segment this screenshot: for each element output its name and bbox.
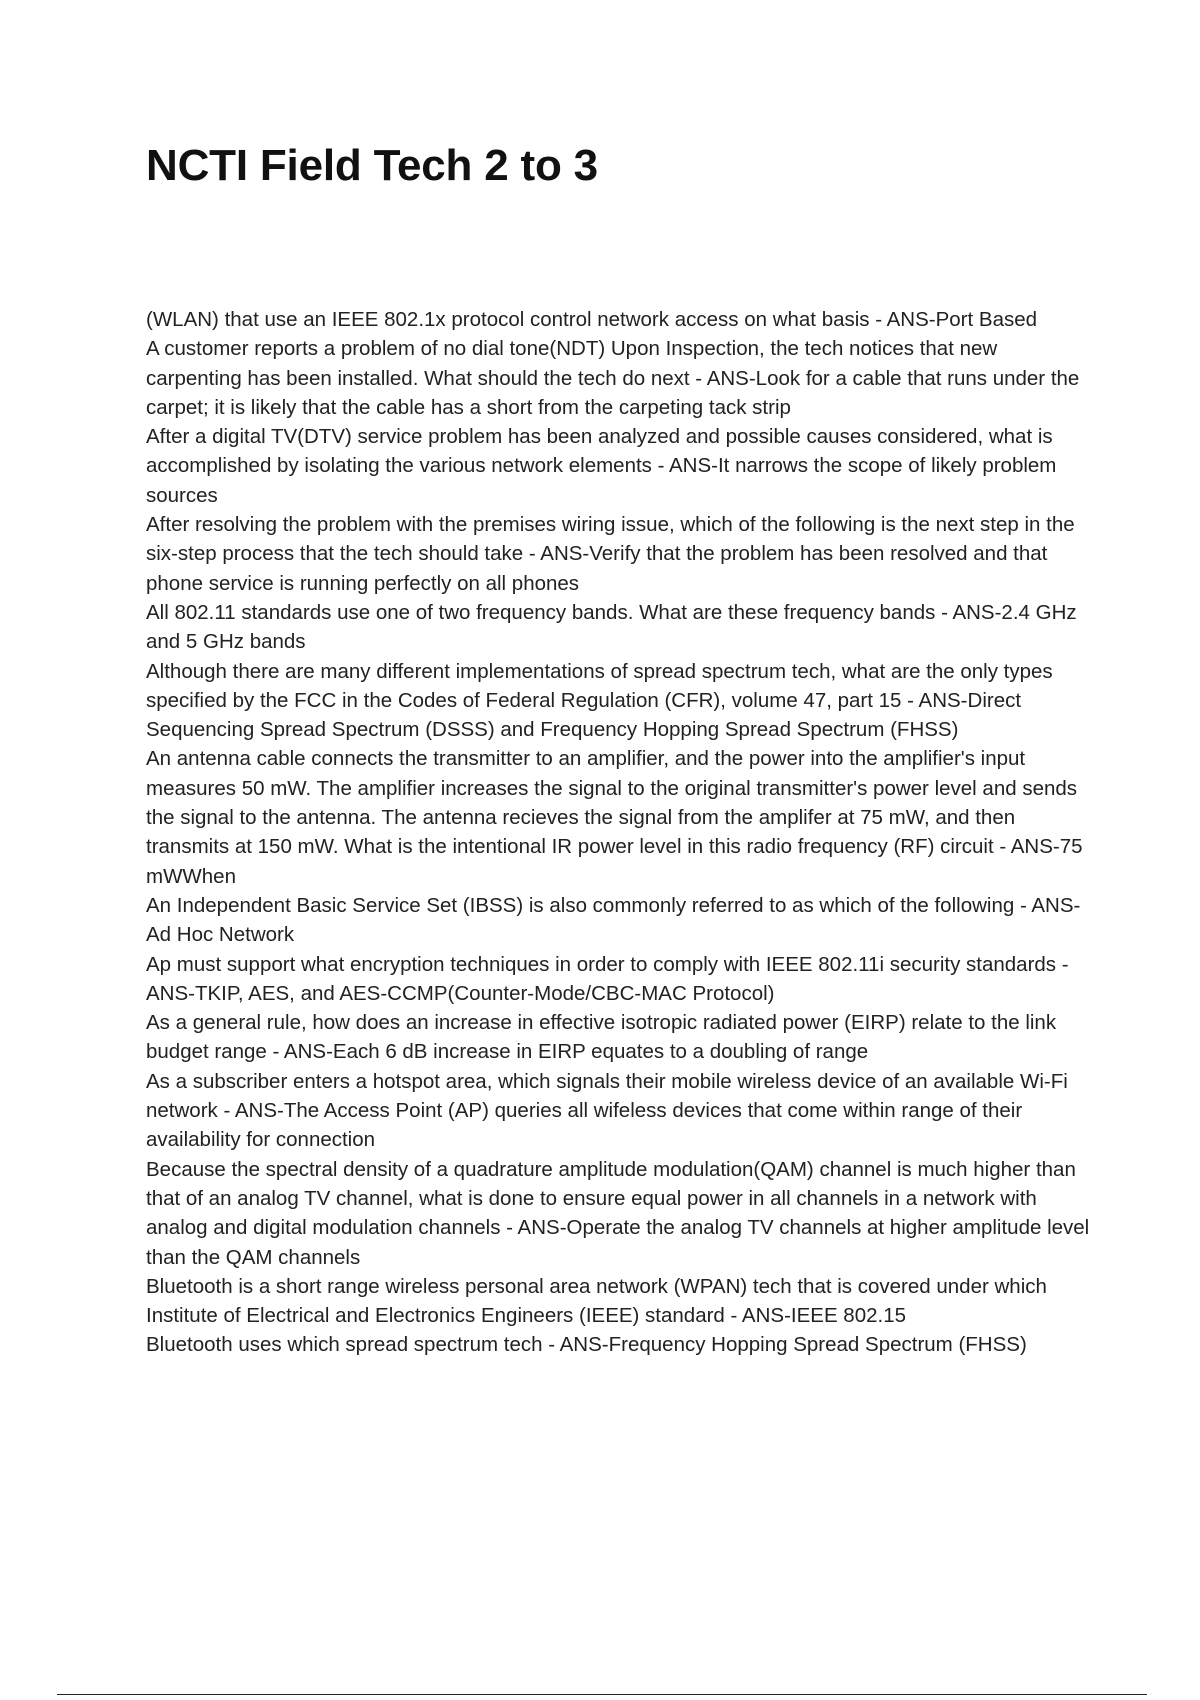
qa-item-13: Bluetooth is a short range wireless personal area network (WPAN) tech that is covered under which Institute of Electrical and Electronics Engineers (IEEE) standard - ANS-IEEE 802.15 — [146, 1274, 1047, 1328]
qa-item-4: After resolving the problem with the premises wiring issue, which of the following is the next step in the six-step process that the tech should take - ANS-Verify that the problem has been resolved and that phone service is running perfectly on all phones — [146, 513, 1075, 595]
qa-item-11: As a subscriber enters a hotspot area, which signals their mobile wireless device of an available Wi-Fi network - ANS-The Access Point (AP) queries all wifeless devices that come within range of their availability for connection — [146, 1069, 1068, 1152]
qa-item-5: All 802.11 standards use one of two frequency bands. What are these frequency bands - ANS-2.4 GHz and 5 GHz bands — [146, 600, 1077, 654]
qa-item-2: A customer reports a problem of no dial tone(NDT) Upon Inspection, the tech notices that new carpenting has been installed. What should the tech do next - ANS-Look for a cable that runs under the carpet; it is likely that the cable has a short from the carpeting tack strip — [146, 337, 1080, 419]
qa-item-14: Bluetooth uses which spread spectrum tech - ANS-Frequency Hopping Spread Spectrum (FHSS) — [146, 1333, 1027, 1357]
qa-item-10: As a general rule, how does an increase in effective isotropic radiated power (EIRP) relate to the link budget range - ANS-Each 6 dB increase in EIRP equates to a doubling of range — [146, 1011, 1057, 1064]
qa-list — [146, 305, 1096, 1360]
qa-item-1: (WLAN) that use an IEEE 802.1x protocol control network access on what basis - ANS-Port Based — [146, 308, 1038, 331]
footer-divider — [57, 1694, 1147, 1695]
page-title: NCTI Field Tech 2 to 3 — [146, 141, 598, 190]
qa-item-3: After a digital TV(DTV) service problem has been analyzed and possible causes considered, what is accomplished by isolating the various network elements - ANS-It narrows the scope of likely problem sources — [146, 425, 1057, 507]
qa-item-12: Because the spectral density of a quadrature amplitude modulation(QAM) channel is much higher than that of an analog TV channel, what is done to ensure equal power in all channels in a network with analog and digital modulation channels - ANS-Operate the analog TV channels at higher amplitude level than the QAM channels — [146, 1157, 1090, 1269]
qa-item-6: Although there are many different implementations of spread spectrum tech, what are the only types specified by the FCC in the Codes of Federal Regulation (CFR), volume 47, part 15 - ANS-Direct Sequencing Spread Spectrum (DSSS) and Frequency Hopping Spread Spectrum (FHSS) — [146, 659, 1053, 742]
qa-item-9: Ap must support what encryption techniques in order to comply with IEEE 802.11i security standards - ANS-TKIP, AES, and AES-CCMP(Counter-Mode/CBC-MAC Protocol) — [146, 952, 1069, 1005]
qa-item-8: An Independent Basic Service Set (IBSS) is also commonly referred to as which of the following - ANS-Ad Hoc Network — [146, 893, 1081, 947]
qa-item-7: An antenna cable connects the transmitter to an amplifier, and the power into the amplifier's input measures 50 mW. The amplifier increases the signal to the original transmitter's power level and sends the signal to the antenna. The antenna recieves the signal from the amplifer at 75 mW, and then transmits at 150 mW. What is the intentional IR power level in this radio frequency (RF) circuit - ANS-75 mWWhen — [146, 747, 1083, 888]
